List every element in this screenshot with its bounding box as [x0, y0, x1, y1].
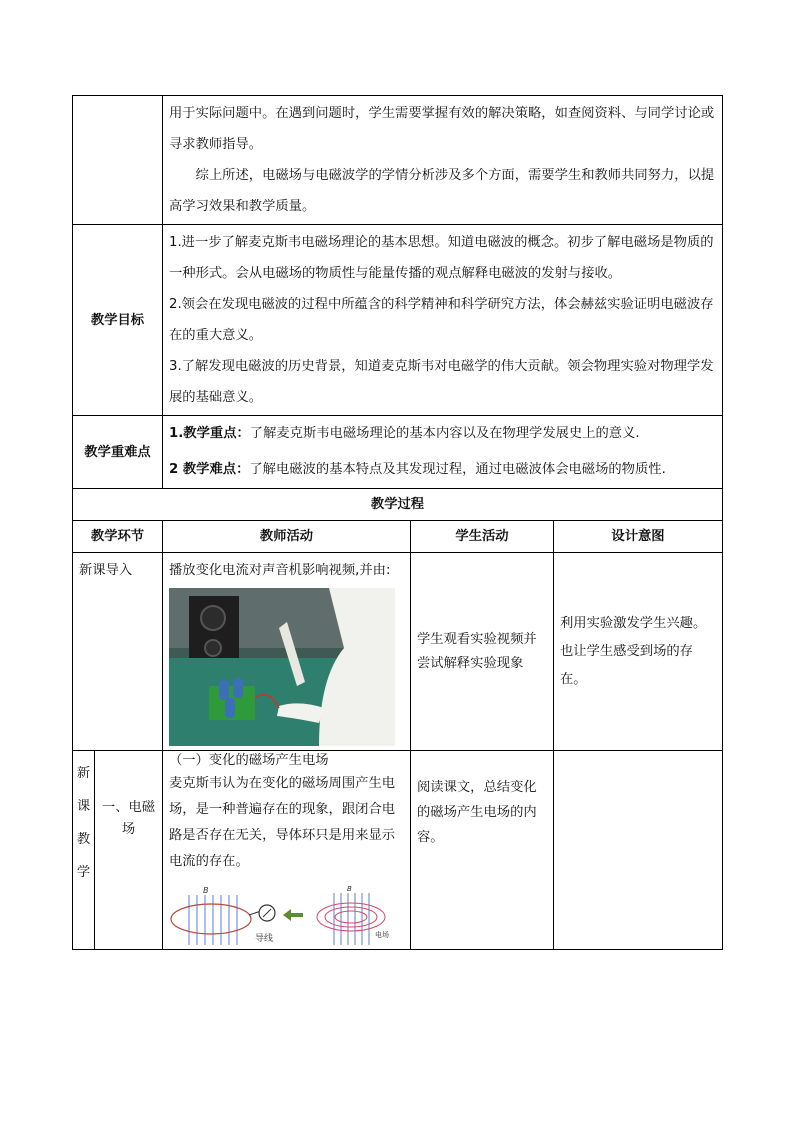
intro-row	[73, 553, 723, 751]
stage-char: 课	[76, 799, 91, 814]
b-label: B	[203, 886, 209, 895]
lesson-plan-table	[72, 95, 723, 950]
process-title-row	[73, 489, 723, 521]
focus-title: 1.教学重点：	[169, 426, 250, 441]
new-lesson-intent	[554, 751, 723, 950]
new-lesson-teacher	[163, 751, 411, 950]
stage-char: 教	[76, 832, 91, 847]
key-points-content	[163, 416, 723, 489]
stage-char: 新	[76, 766, 91, 781]
experiment-video-frame	[169, 588, 395, 746]
difficulty-title: 2 教学难点：	[169, 462, 250, 477]
continuation-text	[163, 96, 723, 225]
key-points-label: 教学重难点	[73, 416, 163, 489]
arrow-icon	[283, 909, 303, 921]
stage-char: 学	[76, 865, 91, 880]
new-lesson-row	[73, 751, 723, 950]
intro-teacher	[163, 553, 411, 751]
wire-label: 导线	[255, 934, 274, 944]
objectives-row	[73, 225, 723, 416]
b-label-right: B	[347, 885, 352, 893]
header-student: 学生活动	[411, 521, 554, 553]
induced-field-diagram	[169, 883, 397, 949]
field-label: 电场	[375, 931, 389, 939]
section-heading: （一）变化的磁场产生电场	[169, 753, 329, 768]
objective-item-1: 1.进一步了解麦克斯韦电磁场理论的基本思想。知道电磁波的概念。初步了解电磁场是物质的一种形式。会从电磁场的物质性与能量传播的观点解释电磁波的发射与接收。	[169, 235, 714, 281]
header-stage: 教学环节	[73, 521, 163, 553]
empty-label-cell	[73, 96, 163, 225]
difficulty-line	[169, 452, 716, 488]
header-intent: 设计意图	[554, 521, 723, 553]
new-lesson-stage	[73, 751, 95, 950]
focus-text: 了解麦克斯韦电磁场理论的基本内容以及在物理学发展史上的意义.	[249, 426, 640, 441]
difficulty-text: 了解电磁波的基本特点及其发现过程，通过电磁波体会电磁场的物质性.	[249, 462, 666, 477]
objective-item-2: 2.领会在发现电磁波的过程中所蕴含的科学精神和科学研究方法，体会赫兹实验证明电磁波存在的重大意义。	[169, 297, 714, 343]
process-title: 教学过程	[73, 489, 723, 521]
focus-line	[169, 416, 716, 452]
continuation-row	[73, 96, 723, 225]
intro-teacher-text: 播放变化电流对声音机影响视频,并由:	[169, 563, 391, 578]
process-header-row	[73, 521, 723, 553]
intro-stage: 新课导入	[73, 553, 163, 751]
header-teacher: 教师活动	[163, 521, 411, 553]
objective-item-3: 3.了解发现电磁波的历史背景，知道麦克斯韦对电磁学的伟大贡献。领会物理实验对物理学发展的基础意义。	[169, 359, 714, 405]
intro-intent: 利用实验激发学生兴趣。也让学生感受到场的存在。	[554, 553, 723, 751]
intro-student: 学生观看实验视频并尝试解释实验现象	[411, 553, 554, 751]
new-lesson-student: 阅读课文，总结变化的磁场产生电场的内容。	[411, 751, 554, 950]
key-points-row	[73, 416, 723, 489]
new-lesson-teacher-text: 麦克斯韦认为在变化的磁场周围产生电场，是一种普遍存在的现象，跟闭合电路是否存在无关，导体环只是用来显示电流的存在。	[169, 776, 396, 869]
objectives-content	[163, 225, 723, 416]
objectives-label: 教学目标	[73, 225, 163, 416]
summary-paragraph: 综上所述，电磁场与电磁波学的学情分析涉及多个方面，需要学生和教师共同努力，以提高学习效果和教学质量。	[169, 168, 715, 214]
substage: 一、电磁场	[95, 751, 163, 950]
continuation-line: 用于实际问题中。在遇到问题时，学生需要掌握有效的解决策略，如查阅资料、与同学讨论或寻求教师指导。	[169, 106, 715, 152]
